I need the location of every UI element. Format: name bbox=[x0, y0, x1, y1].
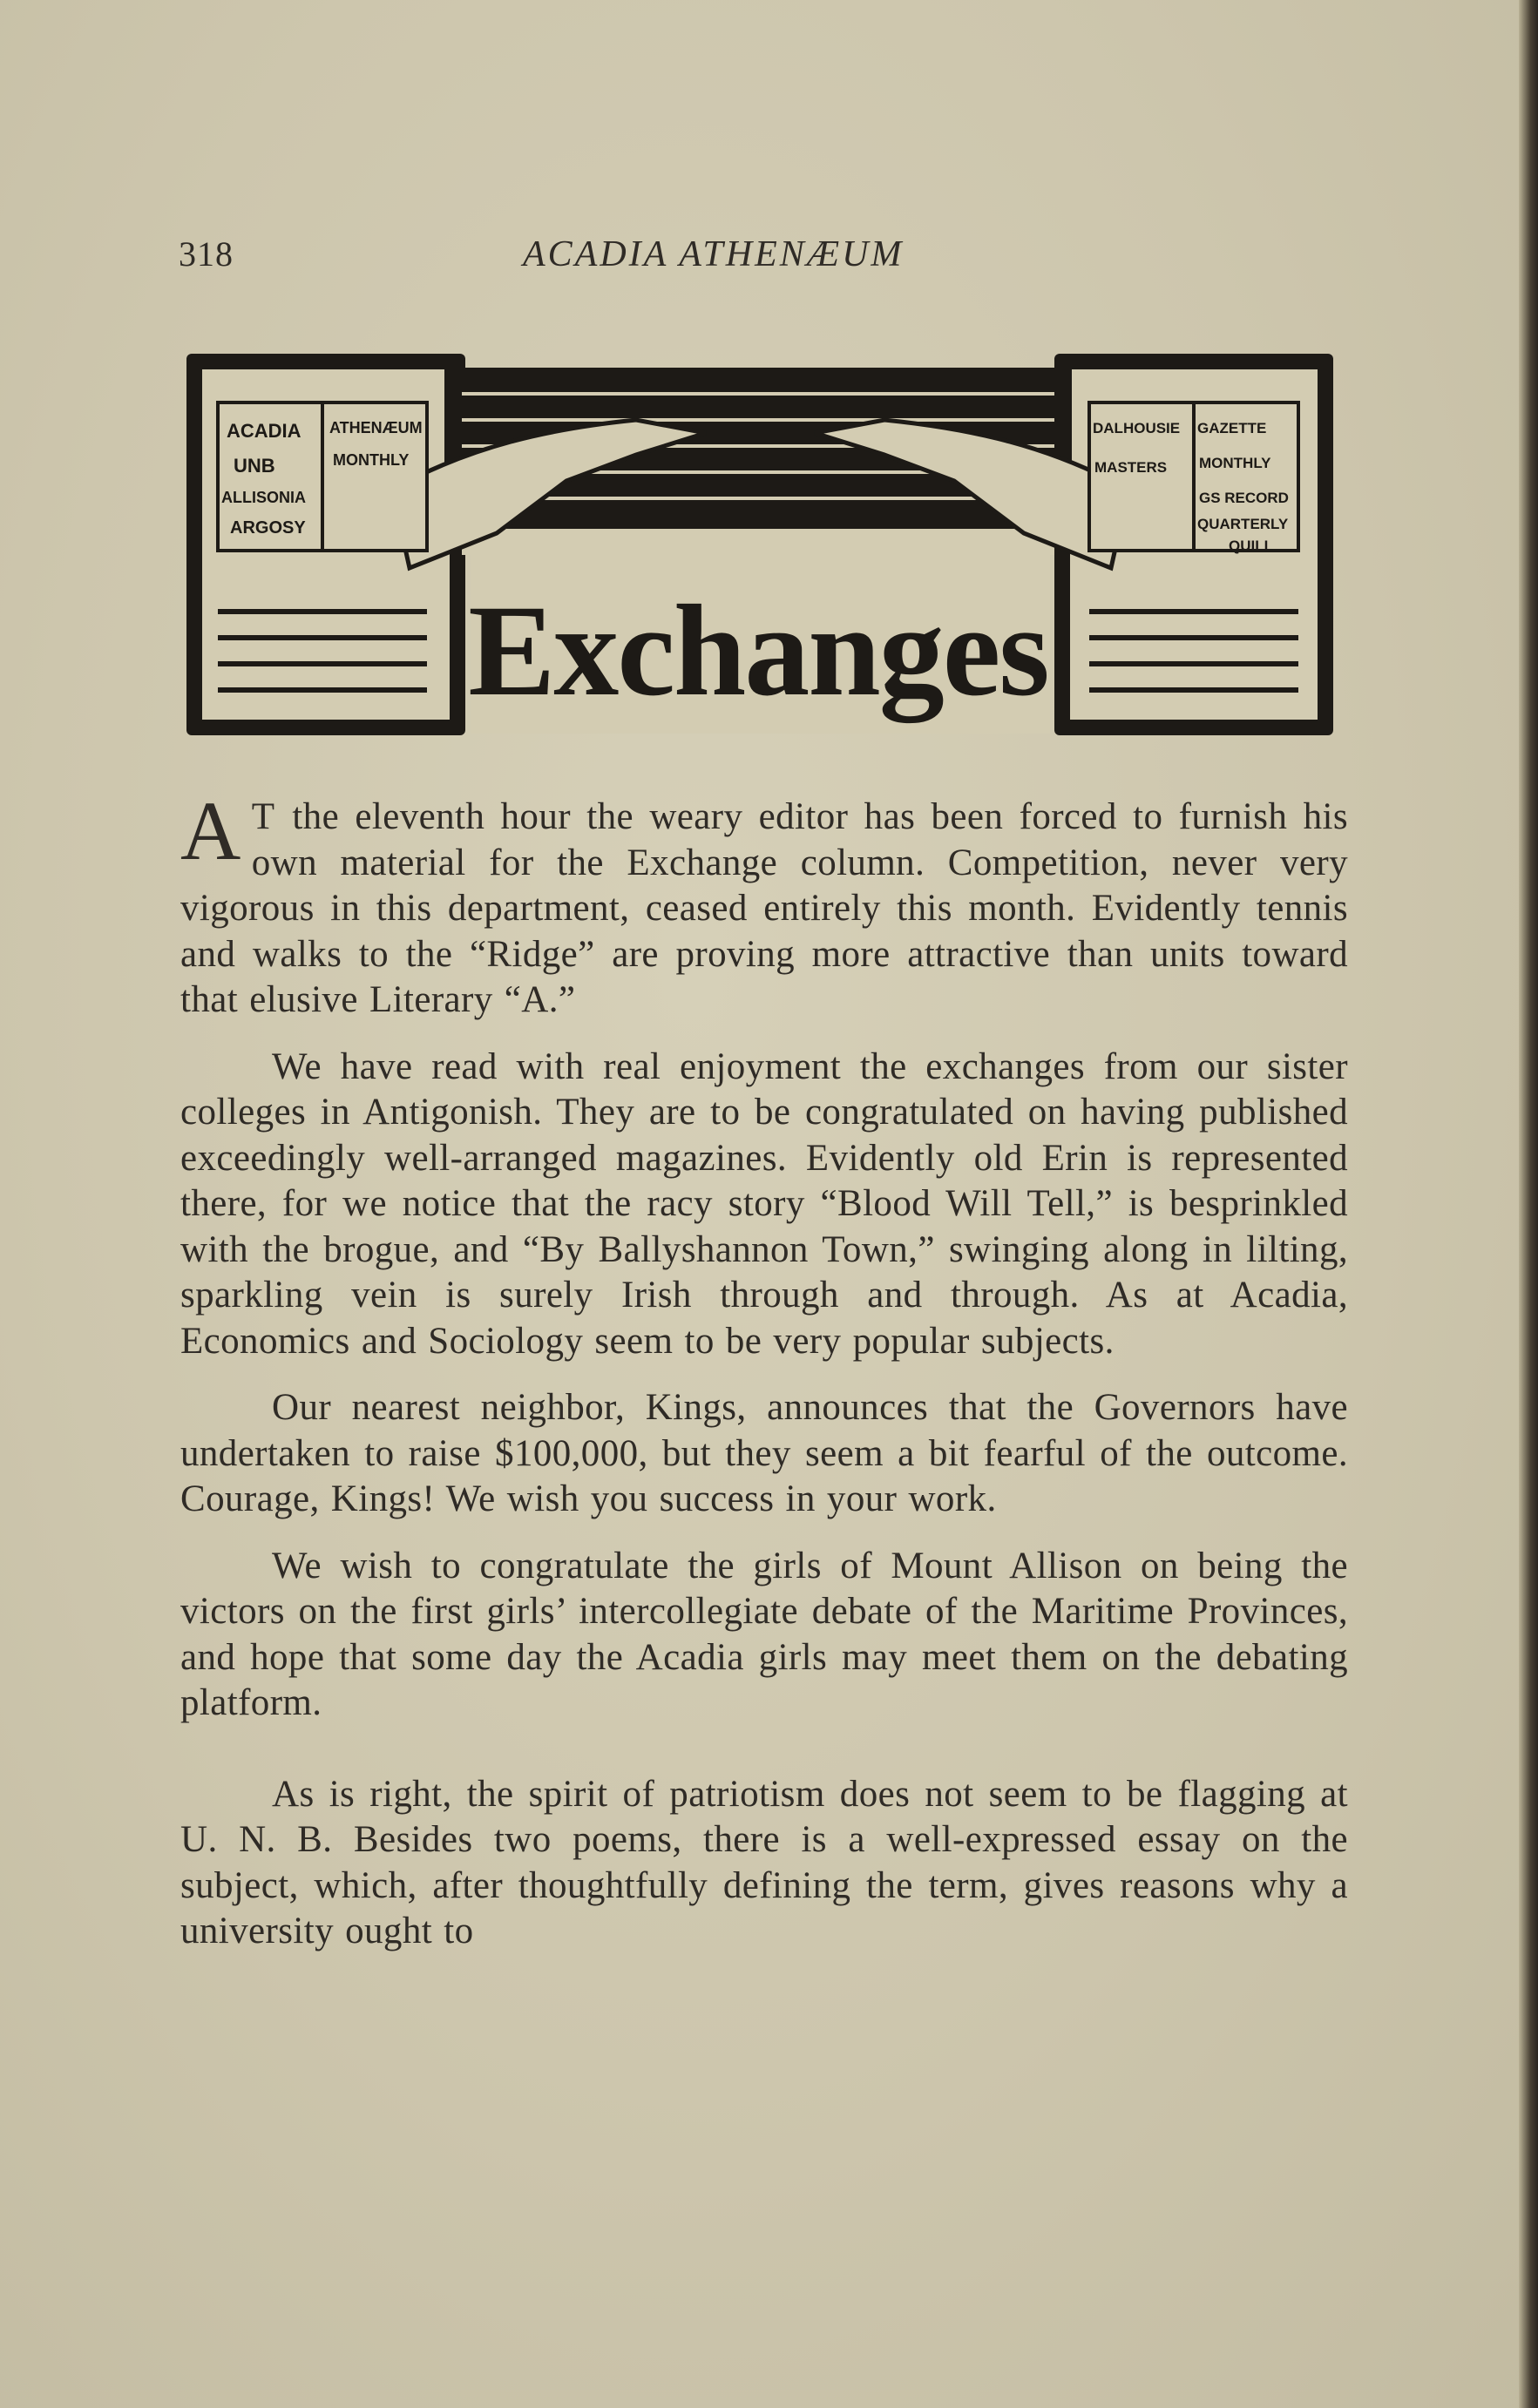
dropcap-caps: T bbox=[251, 796, 277, 837]
banner-illustration bbox=[183, 350, 1338, 742]
right-book-label: QUARTERLY bbox=[1197, 516, 1289, 532]
paragraph-1 bbox=[180, 784, 1348, 1024]
paragraph-2: We have read with real enjoyment the exchanges from our sister colleges in Antigonish. They are to be congratulated on having published exceedingly well-arranged magazines. Evidently old Erin is represented there, for we notice that the racy story “Blood Will Tell,” is besprinkled with the brogue, and “By Ballyshannon Town,” swinging along in lilting, sparkling vein is surely Irish through and through. As at Acadia, Economics and Sociology seem to be very popular subjects. bbox=[180, 1045, 1348, 1362]
banner-title: Exchanges bbox=[468, 578, 1048, 723]
left-book-label: ATHENÆUM bbox=[329, 419, 423, 436]
right-book-label: QUILL bbox=[1229, 538, 1273, 554]
left-book-label: ALLISONIA bbox=[221, 489, 306, 506]
exchanges-banner bbox=[183, 350, 1338, 742]
running-header bbox=[179, 233, 1346, 286]
running-title: ACADIA ATHENÆUM bbox=[523, 234, 905, 274]
left-book-label: ACADIA bbox=[227, 420, 302, 442]
right-book-label: MONTHLY bbox=[1199, 455, 1271, 471]
paragraph-4: We wish to congratulate the girls of Mount Allison on being the victors on the first girls’ intercollegiate debate of the Maritime Provinces, and hope that some day the Acadia girls may meet them on the debating platform. bbox=[180, 1545, 1348, 1723]
right-book-label: DALHOUSIE bbox=[1093, 420, 1181, 436]
article-body bbox=[180, 784, 1348, 1976]
right-book-label: GAZETTE bbox=[1197, 420, 1267, 436]
left-book-label: MONTHLY bbox=[333, 451, 410, 469]
page-number: 318 bbox=[179, 234, 234, 274]
page-edge-shadow bbox=[1519, 0, 1538, 2408]
paragraph-1-text: the eleventh hour the weary editor has been forced to furnish his own material for the Exchange column. Competition, never very vigorous in this department, ceased entirely this month. Evidently tennis and walks to the “Ridge” are proving more attractive than units toward that elusive Literary “A.” bbox=[180, 796, 1348, 1020]
paragraph-3: Our nearest neighbor, Kings, announces that the Governors have undertaken to raise $100,000, but they seem a bit fearful of the outcome. Courage, Kings! We wish you success in your work. bbox=[180, 1387, 1348, 1519]
right-book-label: GS RECORD bbox=[1199, 490, 1289, 506]
left-book-label: ARGOSY bbox=[230, 518, 306, 538]
paragraph-5: As is right, the spirit of patriotism does not seem to be flagging at U. N. B. Besides two poems, there is a well-expressed essay on the subject, which, after thoughtfully defining the term, gives reasons why a university ought to bbox=[180, 1773, 1348, 1951]
right-book-label: MASTERS bbox=[1094, 459, 1168, 476]
left-book-label: UNB bbox=[234, 455, 275, 477]
dropcap: A bbox=[180, 784, 241, 877]
